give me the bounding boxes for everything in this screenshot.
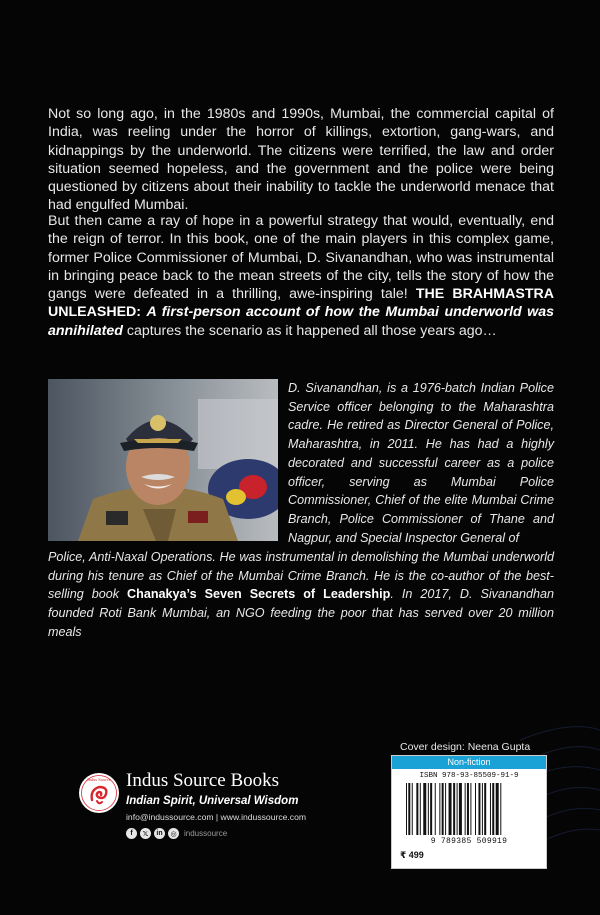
barcode-bar: [467, 783, 469, 835]
isbn-barcode-box: [391, 755, 547, 869]
barcode-bar: [428, 783, 429, 835]
barcode-bar: [482, 783, 483, 835]
barcode-bar: [430, 783, 432, 835]
isbn-number: ISBN 978-93-85509-91-9: [419, 772, 519, 780]
logo-lettering: Indus Source: [87, 777, 111, 782]
barcode-bar: [457, 783, 458, 835]
social-handle: indussource: [184, 829, 228, 838]
barcode-bar: [492, 783, 494, 835]
barcode-bar: [406, 783, 407, 835]
cover-credit: Cover design: Neena Gupta: [400, 741, 531, 753]
author-bio-wide: [48, 548, 554, 642]
barcode-bar: [470, 783, 471, 835]
barcode-bar: [478, 783, 480, 835]
publisher-tagline: Indian Spirit, Universal Wisdom: [126, 795, 299, 807]
social-links: [126, 828, 227, 839]
blurb-paragraph-1: Not so long ago, in the 1980s and 1990s, Mumbai, the commercial capital of India, was reeling under the horror of killings, extortion, gang-wars, and kidnappings by the underworld. The citizens were terrified, the law and order situation seemed hopeless, and the government and the police were being questioned by citizens about their inability to tackle the underworld menace that had engulfed Mumbai.: [48, 106, 554, 214]
barcode-bar: [453, 783, 455, 835]
barcode-bar: [465, 783, 466, 835]
author-bio-side: D. Sivanandhan, is a 1976-batch Indian Police Service officer belonging to the Maharashtra cadre. He retired as Director General of Police, Maharashtra, in 2011. He has had a highly decorated and successful career as a police officer, serving as Mumbai Police Commissioner, Chief of the elite Mumbai Crime Branch, Police Commissioner of Thane and Nagpur, and Special Inspector General of: [288, 381, 554, 545]
blurb-text: But then came a ray of hope in a powerful strategy that would, eventually, end the reign of terror. In this book, one of the main players in this complex game, former Police Commissioner of Mumbai, D. Sivanandhan, who was instrumental in bringing peace back to the mean streets of the city, tells the story of how the gangs were defeated in a thrilling, awe-inspiring tale!: [48, 213, 554, 303]
barcode-bar: [416, 783, 418, 835]
bio-text: Police, Anti-Naxal Operations. He was instrumental in demolishing the Mumbai underworld during his tenure as Chief of the Mumbai Crime Branch. He is the co-author of the best-selling book: [48, 550, 554, 602]
barcode-bar: [420, 783, 421, 835]
book-subtitle: A first-person account of how the Mumbai underworld was annihilated: [48, 304, 554, 339]
ean-number: 9 789385 509919: [430, 837, 508, 846]
publisher-logo: [78, 772, 120, 814]
linkedin-icon[interactable]: in: [154, 828, 165, 839]
barcode-bar: [490, 783, 491, 835]
instagram-icon[interactable]: ◎: [168, 828, 179, 839]
barcode-bar: [423, 783, 426, 835]
barcode-bar: [439, 783, 440, 835]
barcode-bar: [496, 783, 499, 835]
price: ₹ 499: [400, 850, 424, 860]
publisher-contact[interactable]: info@indussource.com | www.indussource.com: [126, 812, 307, 822]
bio-ending: . In 2017, D. Sivanandhan founded Roti Bank Mumbai, an NGO feeding the poor that has served over 20 million meals: [48, 587, 554, 639]
barcode-bar: [412, 783, 413, 835]
barcode-bar: [475, 783, 476, 835]
book-title: THE BRAHMASTRA UNLEASHED:: [48, 286, 554, 321]
coauthored-book-title: Chanakya’s Seven Secrets of Leadership: [127, 587, 391, 602]
x-icon[interactable]: 𝕏: [140, 828, 151, 839]
barcode-bar: [484, 783, 486, 835]
author-photo: [48, 379, 278, 541]
barcode-bar: [500, 783, 501, 835]
barcode-bar: [445, 783, 446, 835]
barcode-graphic: [404, 783, 534, 837]
blurb-paragraph-2: [48, 212, 554, 340]
barcode-bar: [449, 783, 452, 835]
barcode-bar: [459, 783, 462, 835]
barcode-bar: [435, 783, 436, 835]
publisher-name: Indus Source Books: [126, 770, 280, 791]
blurb-ending: captures the scenario as it happened all those years ago…: [126, 322, 497, 339]
barcode-bar: [408, 783, 410, 835]
genre-label: Non-fiction: [392, 756, 546, 769]
publisher-block: [78, 768, 338, 838]
barcode-bar: [442, 783, 444, 835]
facebook-icon[interactable]: f: [126, 828, 137, 839]
